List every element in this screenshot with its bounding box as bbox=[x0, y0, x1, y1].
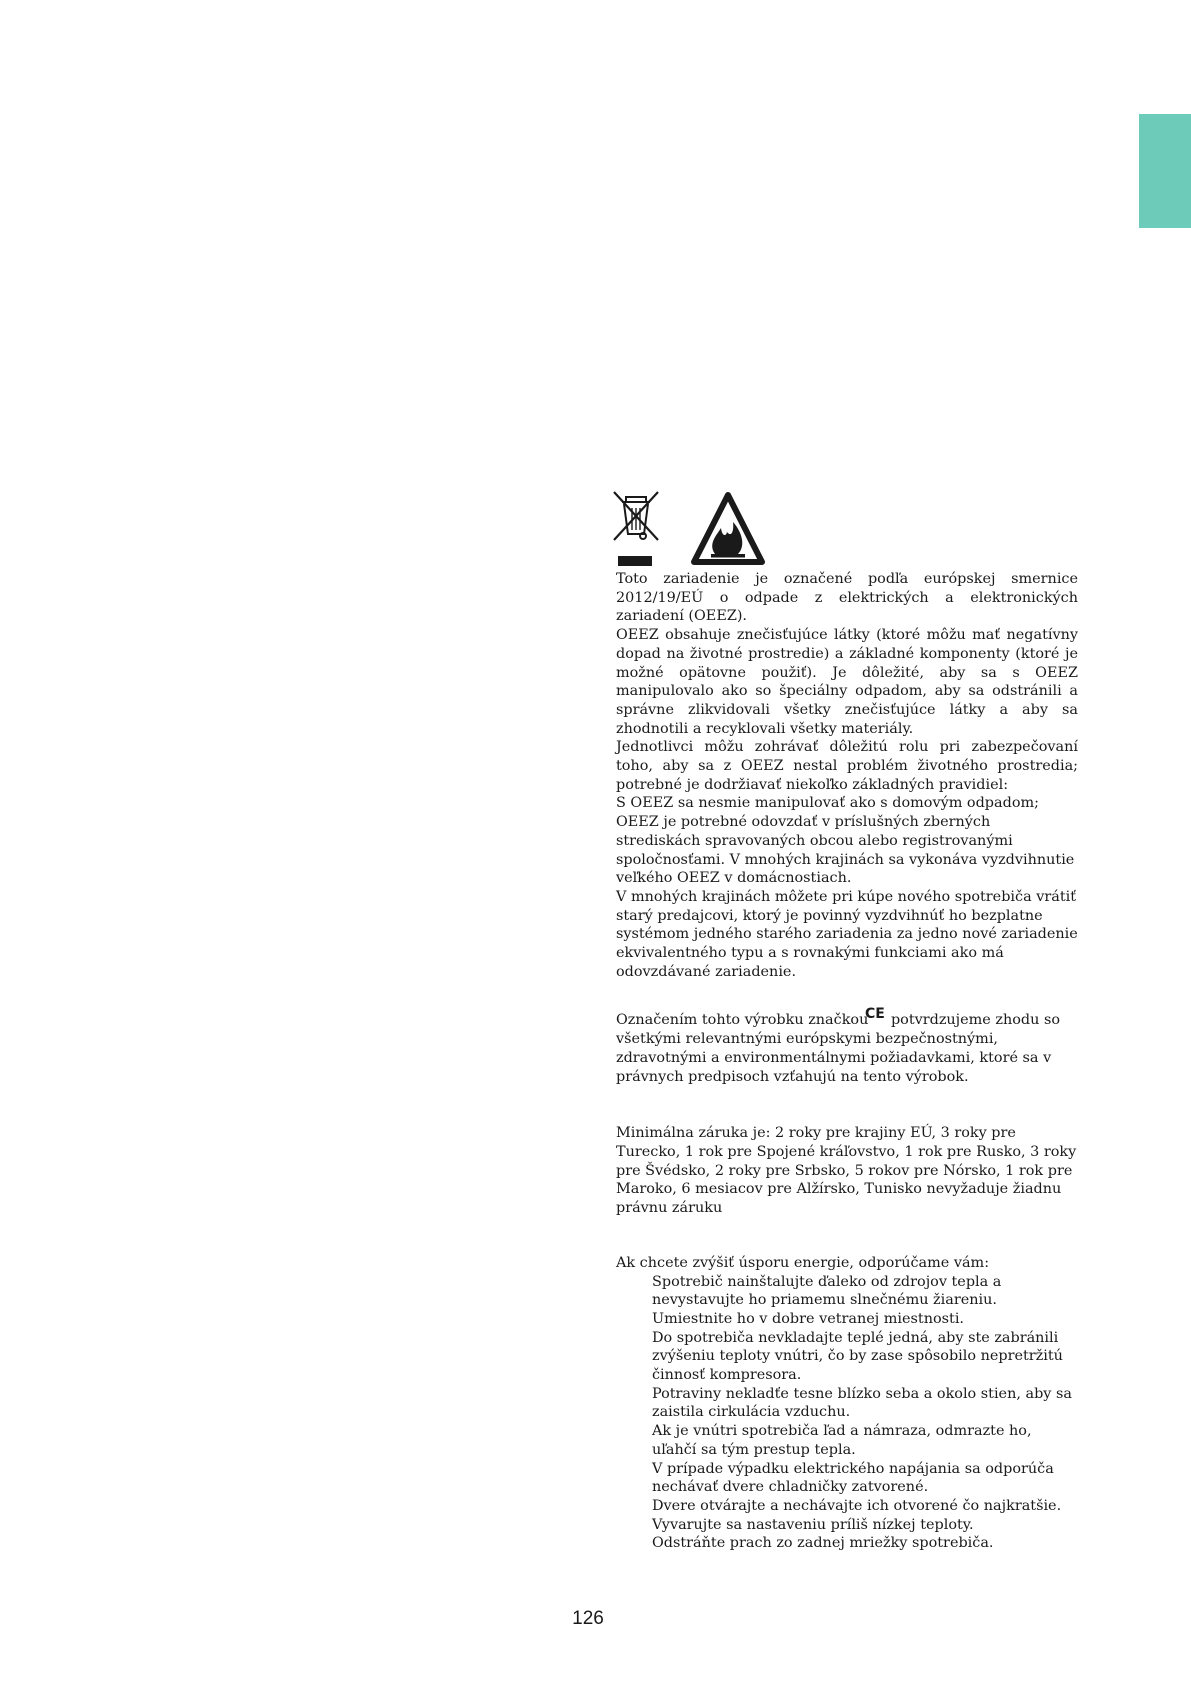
weee-directive-paragraph: Toto zariadenie je označené podľa európskej smernice 2012/19/EÚ o odpade z elektrických a elektronických zariadení (OEEZ). bbox=[616, 571, 1078, 625]
page-number: 126 bbox=[572, 1608, 604, 1629]
document-body bbox=[616, 570, 1078, 1553]
weee-rule-household: S OEEZ sa nesmie manipulovať ako s domovým odpadom; bbox=[616, 795, 1039, 812]
ce-conformity-paragraph bbox=[616, 1006, 1078, 1086]
list-item: Odstráňte prach zo zadnej mriežky spotrebiča. bbox=[652, 1535, 994, 1552]
weee-section bbox=[616, 570, 1078, 981]
flammable-warning-triangle-icon bbox=[694, 495, 762, 562]
section-tab-marker bbox=[1139, 114, 1191, 228]
weee-hazard-paragraph: OEEZ obsahuje znečisťujúce látky (ktoré môžu mať negatívny dopad na životné prostredie) a základné komponenty (ktoré je možné opätovne použiť). Je dôležité, aby sa s OEEZ manipulovalo ako so špeciálny odpadom, aby sa odstránili a správne zlikvidovali všetky znečisťujúce látky a aby sa zhodnotili a recyklovali všetky materiály. bbox=[616, 627, 1078, 737]
list-item: Vyvarujte sa nastaveniu príliš nízkej teploty. bbox=[652, 1516, 974, 1533]
energy-saving-section bbox=[616, 1254, 1078, 1553]
list-item: Ak je vnútri spotrebiča ľad a námraza, odmrazte ho, uľahčí sa tým prestup tepla. bbox=[652, 1423, 1032, 1458]
list-item: Dvere otvárajte a nechávajte ich otvorené čo najkratšie. bbox=[652, 1497, 1062, 1514]
list-item: Do spotrebiča nevkladajte teplé jedná, aby ste zabránili zvýšeniu teploty vnútri, čo by zase spôsobilo nepretržitú činnosť kompresora. bbox=[652, 1329, 1063, 1384]
list-item: Spotrebič nainštalujte ďaleko od zdrojov tepla a nevystavujte ho priamemu slnečnému žiareniu. Umiestnite ho v dobre vetranej miestnosti. bbox=[652, 1273, 1002, 1327]
symbols-row bbox=[612, 490, 772, 570]
ce-text-before: Označením tohto výrobku značkou bbox=[616, 1012, 873, 1029]
weee-role-paragraph: Jednotlivci môžu zohrávať dôležitú rolu pri zabezpečovaní toho, aby sa z OEEZ nestal problém životného prostredia; potrebné je dodržiavať niekoľko základných pravidiel: bbox=[616, 739, 1078, 793]
energy-intro: Ak chcete zvýšiť úsporu energie, odporúčame vám: bbox=[616, 1254, 990, 1271]
ce-mark-icon: CE bbox=[864, 1006, 885, 1023]
weee-rule-retailer: V mnohých krajinách môžete pri kúpe nového spotrebiča vrátiť starý predajcovi, ktorý je povinný vyzdvihnúť ho bezplatne systémom jedného starého zariadenia za jedno nové zariadenie ekvivalentného typu a s rovnakými funkciami ako má odovzdávané zariadenie. bbox=[616, 888, 1078, 980]
ce-text-after: potvrdzujeme zhodu so všetkými relevantnými európskymi bezpečnostnými, zdravotnými a environmentálnymi požiadavkami, ktoré sa v právnych predpisoch vzťahujú na tento výrobok. bbox=[616, 1012, 1060, 1085]
warranty-paragraph: Minimálna záruka je: 2 roky pre krajiny EÚ, 3 roky pre Turecko, 1 rok pre Spojené kráľovstvo, 1 rok pre Rusko, 3 roky pre Švédsko, 2 roky pre Srbsko, 5 rokov pre Nórsko, 1 rok pre Maroko, 6 mesiacov pre Alžírsko, Tunisko nevyžaduje žiadnu právnu záruku bbox=[616, 1125, 1077, 1217]
weee-rule-collection: OEEZ je potrebné odovzdať v príslušných zberných strediskách spravovaných obcou alebo registrovanými spoločnosťami. V mnohých krajinách sa vykonáva vyzdvihnutie veľkého OEEZ v domácnostiach. bbox=[616, 814, 1075, 887]
crossed-out-wheelie-bin-icon bbox=[614, 492, 658, 566]
list-item: Potraviny nekladťe tesne blízko seba a okolo stien, aby sa zaistila cirkulácia vzduchu. bbox=[652, 1385, 1072, 1421]
energy-tips-list bbox=[616, 1273, 1078, 1554]
list-item: V prípade výpadku elektrického napájania sa odporúča nechávať dvere chladničky zatvorené. bbox=[652, 1460, 1054, 1496]
